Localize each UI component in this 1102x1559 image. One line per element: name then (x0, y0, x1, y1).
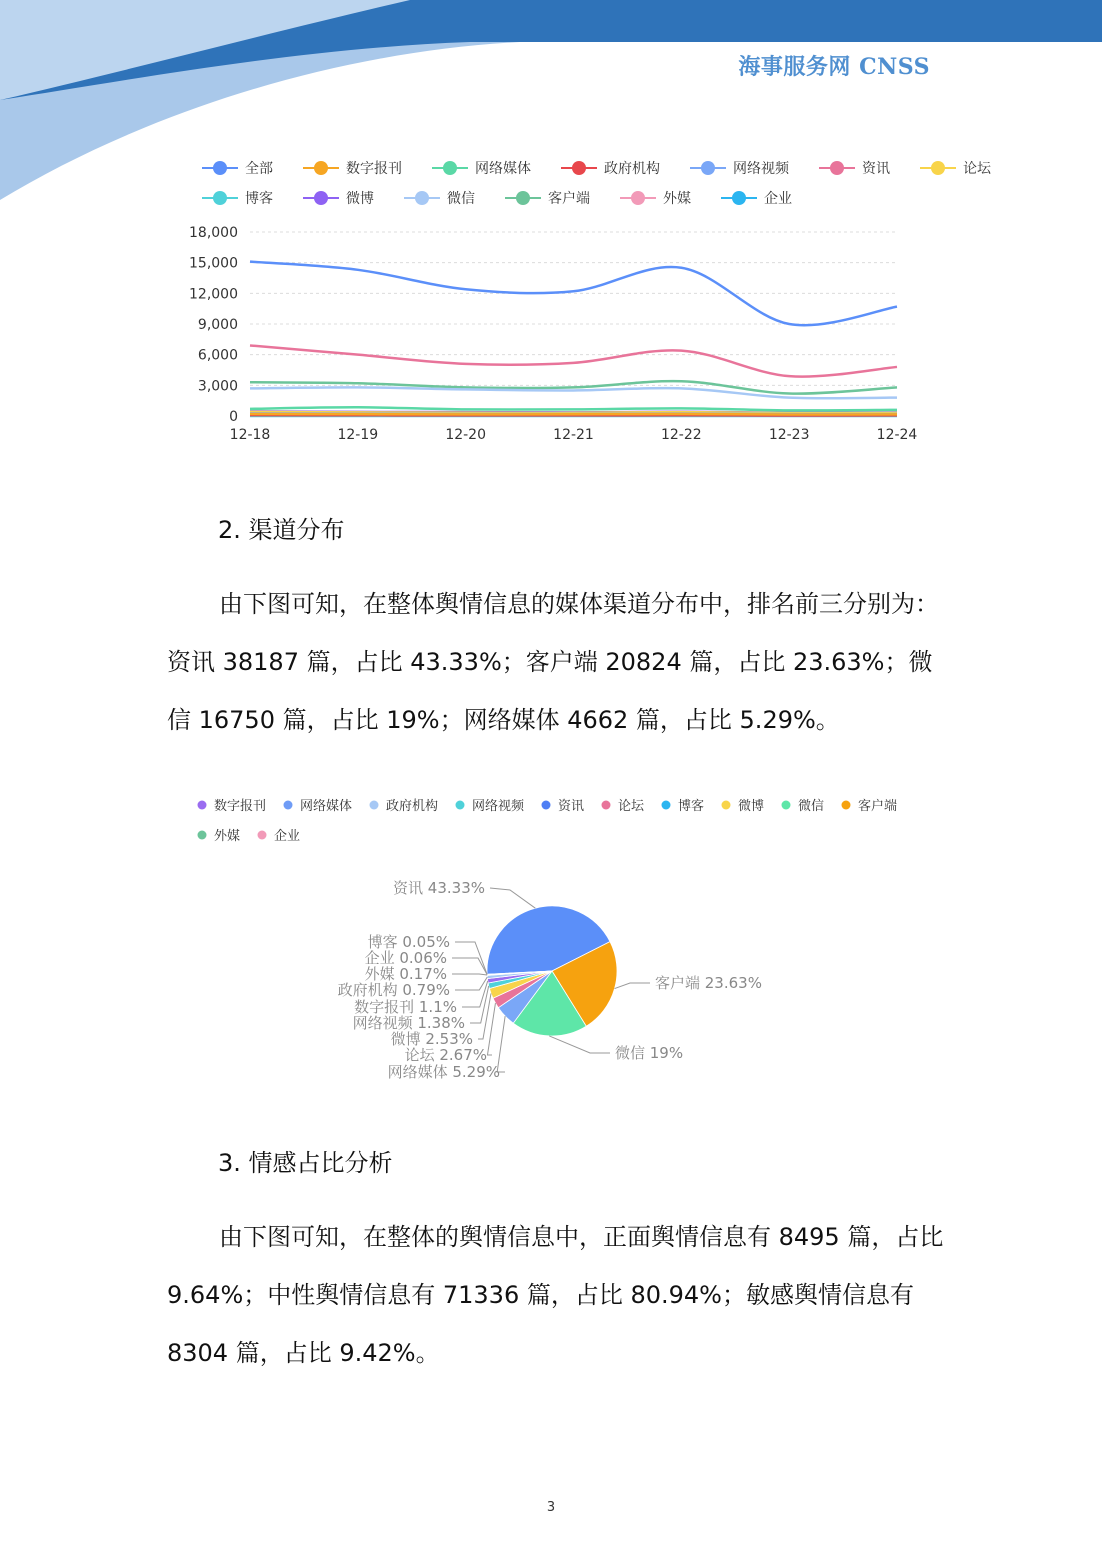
pie-chart-slices (487, 906, 617, 1036)
line-legend-item (303, 160, 402, 177)
line-chart-x-axis (230, 427, 918, 443)
x-tick-label: 12-18 (229, 427, 271, 443)
line-legend-item (721, 191, 792, 207)
legend-dot-mark (370, 801, 379, 810)
pie-slice-label: 外媒 0.17% (364, 965, 447, 983)
pie-label-leader (452, 974, 487, 975)
pie-legend-item (370, 798, 439, 814)
legend-label: 网络媒体 (300, 799, 353, 814)
pie-chart-legend (198, 798, 898, 844)
line-legend-item (202, 190, 273, 207)
pie-slice-label: 网络视频 1.38% (352, 1014, 465, 1032)
page-number: 3 (546, 1500, 556, 1515)
legend-dot-mark (198, 831, 207, 840)
sentiment-paragraph: 由下图可知，在整体的舆情信息中，正面舆情信息有 8495 篇，占比 9.64%；中性舆情信息有 71336 篇，占比 80.94%；敏感舆情信息有 8304 篇，占比 9.42%。 (167, 1223, 944, 1367)
legend-dot-mark (782, 801, 791, 810)
pie-label-leader (549, 1036, 610, 1053)
pie-label-leader (487, 1003, 495, 1055)
legend-dot-mark (830, 161, 844, 175)
pie-label-group (615, 974, 762, 992)
legend-dot-mark (213, 161, 227, 175)
x-tick-label: 12-20 (445, 427, 487, 443)
legend-label: 网络媒体 (475, 161, 531, 177)
brand-title: 海事服务网 CNSS (738, 54, 930, 80)
legend-label: 论坛 (963, 161, 991, 177)
legend-dot-mark (701, 161, 715, 175)
legend-label: 网络视频 (733, 161, 789, 177)
section-title-channel: 2. 渠道分布 (218, 516, 345, 544)
y-tick-label: 12,000 (189, 286, 238, 303)
legend-label: 企业 (764, 191, 792, 207)
legend-label: 博客 (245, 191, 273, 207)
legend-dot-mark (198, 801, 207, 810)
section-title-sentiment: 3. 情感占比分析 (218, 1149, 393, 1177)
legend-label: 全部 (245, 161, 273, 177)
legend-dot-mark (542, 801, 551, 810)
legend-dot-mark (602, 801, 611, 810)
pie-slice-label: 网络媒体 5.29% (387, 1063, 500, 1081)
legend-label: 微信 (447, 191, 475, 207)
legend-dot-mark (443, 161, 457, 175)
line-chart-legend (202, 160, 992, 207)
legend-dot-mark (213, 191, 227, 205)
line-legend-item (404, 190, 475, 207)
pie-slice-label: 客户端 23.63% (655, 974, 762, 992)
legend-label: 外媒 (214, 829, 241, 844)
line-legend-item (620, 190, 691, 207)
pie-legend-item (258, 828, 301, 844)
pie-legend-item (662, 798, 705, 814)
legend-label: 网络视频 (472, 799, 525, 814)
x-tick-label: 12-19 (337, 427, 379, 443)
pie-label-leader (462, 981, 488, 1007)
pie-label-group (393, 879, 535, 908)
pie-slice-label: 政府机构 0.79% (337, 981, 450, 999)
legend-dot-mark (572, 161, 586, 175)
legend-dot-mark (631, 191, 645, 205)
series-line (250, 407, 897, 410)
legend-label: 数字报刊 (346, 161, 402, 177)
legend-dot-mark (732, 191, 746, 205)
x-tick-label: 12-22 (660, 427, 702, 443)
line-legend-item (505, 190, 590, 207)
line-legend-item (690, 161, 790, 177)
series-line (250, 414, 897, 415)
legend-label: 政府机构 (386, 799, 439, 814)
pie-legend-item (782, 798, 825, 814)
legend-label: 论坛 (618, 799, 645, 814)
line-legend-item (432, 160, 531, 177)
channel-pie-chart (180, 790, 940, 1090)
series-line (250, 345, 897, 376)
legend-dot-mark (456, 801, 465, 810)
legend-label: 客户端 (858, 799, 898, 814)
pie-label-group (338, 977, 488, 999)
pie-slice-label: 企业 0.06% (364, 949, 447, 967)
legend-dot-mark (314, 161, 328, 175)
pie-label-leader (490, 888, 535, 908)
pie-slice-label: 论坛 2.67% (404, 1046, 487, 1064)
line-legend-item (819, 161, 890, 177)
trend-line-chart (180, 150, 991, 450)
legend-label: 企业 (274, 829, 301, 844)
legend-label: 微信 (798, 799, 825, 814)
pie-slice-label: 资讯 43.33% (393, 879, 485, 897)
legend-label: 微博 (738, 799, 765, 814)
pie-legend-item (198, 828, 241, 844)
y-tick-label: 0 (229, 409, 238, 425)
line-legend-item (303, 190, 374, 207)
pie-legend-item (456, 798, 526, 814)
pie-legend-item (284, 798, 353, 814)
legend-label: 博客 (678, 799, 705, 814)
legend-dot-mark (842, 801, 851, 810)
x-tick-label: 12-21 (553, 427, 594, 443)
pie-label-leader (455, 977, 487, 990)
line-legend-item (202, 161, 273, 177)
y-tick-label: 9,000 (197, 317, 238, 333)
legend-label: 微博 (346, 191, 374, 207)
legend-dot-mark (931, 161, 945, 175)
y-tick-label: 15,000 (189, 255, 238, 272)
legend-label: 政府机构 (604, 161, 660, 177)
line-chart-y-axis (189, 225, 238, 425)
channel-paragraph: 由下图可知，在整体舆情信息的媒体渠道分布中，排名前三分别为：资讯 38187 篇，占比 43.33%；客户端 20824 篇，占比 23.63%；微信 16750 篇，占比 19%；网络媒体 4662 篇，占比 5.29%。 (167, 590, 939, 734)
pie-legend-item (722, 798, 765, 814)
x-tick-label: 12-23 (768, 427, 810, 443)
pie-slice-label: 数字报刊 1.1% (354, 998, 457, 1016)
pie-legend-item (842, 798, 898, 814)
legend-dot-mark (722, 801, 731, 810)
legend-label: 外媒 (663, 191, 691, 207)
legend-label: 资讯 (862, 161, 890, 177)
pie-label-leader (478, 993, 491, 1039)
pie-legend-item (198, 798, 267, 814)
pie-legend-item (542, 798, 585, 814)
pie-legend-item (602, 799, 646, 814)
legend-dot-mark (258, 831, 267, 840)
legend-label: 资讯 (558, 799, 585, 814)
line-chart-series (250, 262, 897, 416)
pie-label-leader (615, 983, 650, 989)
legend-dot-mark (314, 191, 328, 205)
pie-slice-label: 博客 0.05% (367, 933, 450, 951)
y-tick-label: 6,000 (197, 347, 238, 364)
legend-dot-mark (415, 191, 429, 205)
pie-label-leader (470, 986, 489, 1023)
legend-dot-mark (662, 801, 671, 810)
x-tick-label: 12-24 (876, 427, 918, 443)
legend-label: 客户端 (548, 191, 590, 207)
y-tick-label: 18,000 (189, 225, 238, 241)
line-legend-item (561, 160, 660, 177)
legend-label: 数字报刊 (214, 799, 267, 814)
pie-slice-label: 微信 19% (615, 1044, 684, 1062)
pie-slice-label: 微博 2.53% (390, 1030, 473, 1048)
pie-label-group (549, 1036, 683, 1062)
legend-dot-mark (516, 191, 530, 205)
y-tick-label: 3,000 (197, 378, 238, 395)
legend-dot-mark (284, 801, 293, 810)
